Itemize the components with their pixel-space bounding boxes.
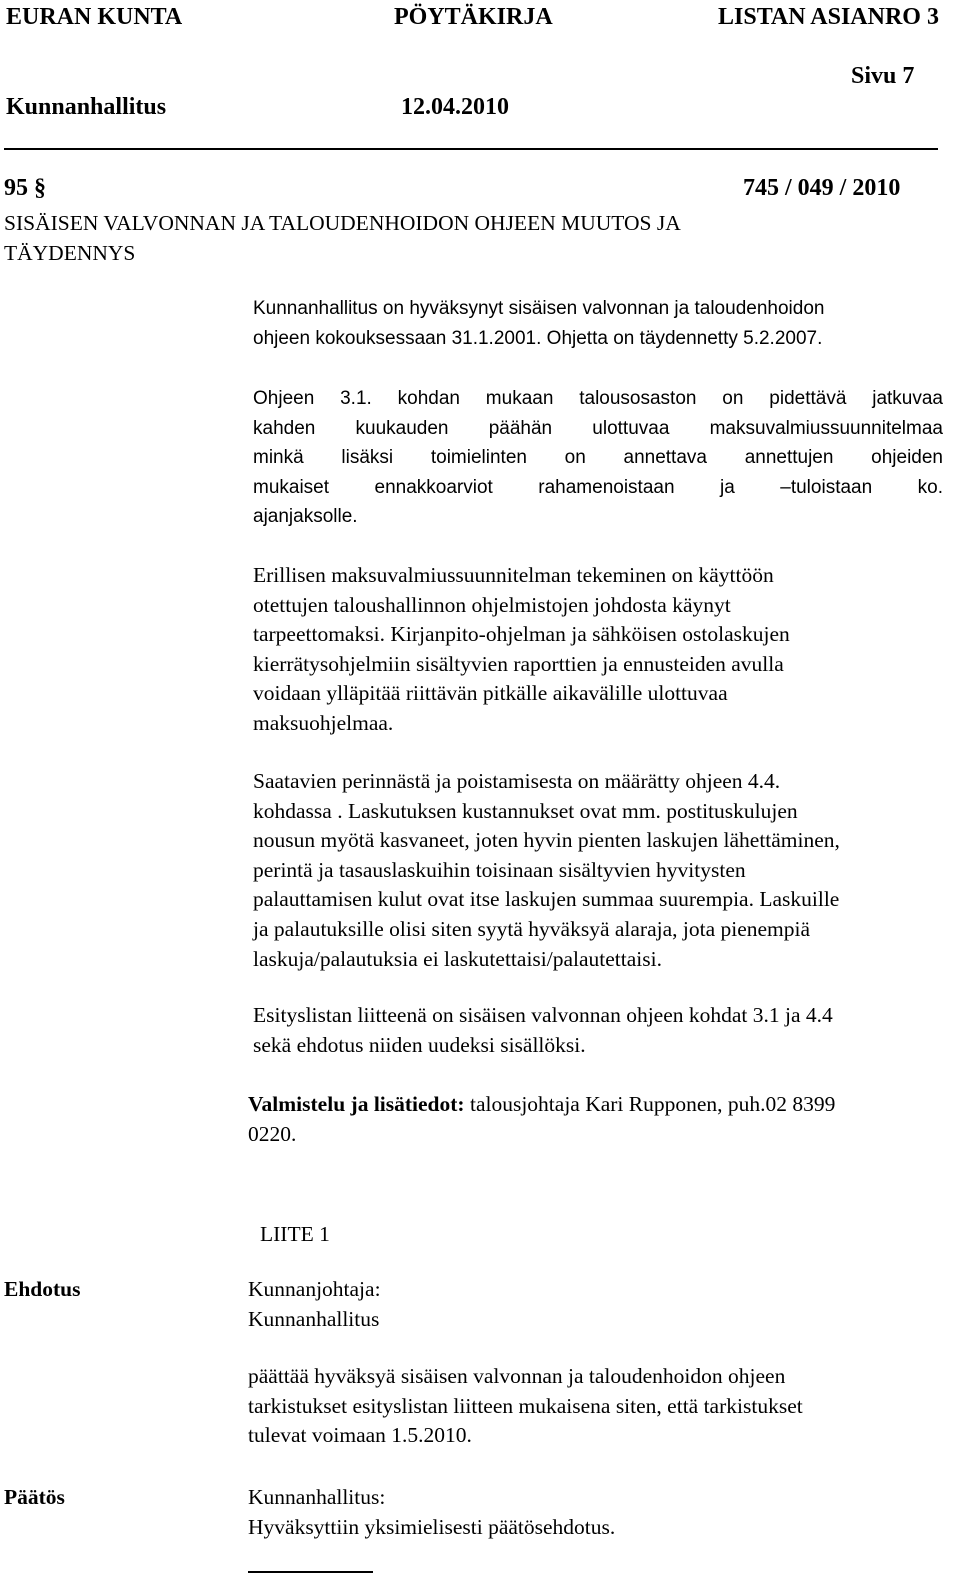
agenda-number: LISTAN ASIANRO 3 bbox=[718, 4, 939, 30]
text-line: ohjeen kokouksessaan 31.1.2001. Ohjetta on täydennetty 5.2.2007. bbox=[253, 327, 823, 349]
text-line: voidaan ylläpitää riittävän pitkälle aikavälille ulottuvaa bbox=[253, 681, 728, 706]
text-line: tarkistukset esityslistan liitteen mukaisena siten, että tarkistukset bbox=[248, 1393, 803, 1418]
text-line: perintä ja tasauslaskuihin toisinaan sisältyvien hyvitysten bbox=[253, 857, 746, 882]
text-line: minkä lisäksi toimielinten on annettava annettujen ohjeiden bbox=[253, 447, 943, 469]
paragraph-4 bbox=[253, 767, 840, 974]
preparation-phone-continued: 0220. bbox=[248, 1121, 297, 1146]
item-title-line-1: SISÄISEN VALVONNAN JA TALOUDENHOIDON OHJEEN MUUTOS JA bbox=[4, 211, 681, 235]
proposal-text bbox=[248, 1362, 803, 1451]
document-type: PÖYTÄKIRJA bbox=[394, 4, 553, 30]
text-line: tulevat voimaan 1.5.2010. bbox=[248, 1423, 472, 1448]
text-line: mukaiset ennakkoarviot rahamenoistaan ja –tuloistaan ko. bbox=[253, 476, 943, 498]
proposer: Kunnanjohtaja: bbox=[248, 1277, 381, 1301]
text-line: kohdassa . Laskutuksen kustannukset ovat mm. postituskulujen bbox=[253, 798, 798, 823]
text-line: ajanjaksolle. bbox=[253, 506, 358, 528]
text-line: Saatavien perinnästä ja poistamisesta on määrätty ohjeen 4.4. bbox=[253, 769, 781, 793]
text-line: tarpeettomaksi. Kirjanpito-ohjelman ja sähköisen ostolaskujen bbox=[253, 622, 790, 647]
text-line: Esityslistan liitteenä on sisäisen valvonnan ohjeen kohdat 3.1 ja 4.4 bbox=[253, 1003, 833, 1027]
meeting-body: Kunnanhallitus bbox=[6, 94, 167, 120]
text-line: sekä ehdotus niiden uudeksi sisällöksi. bbox=[253, 1032, 586, 1057]
text-line: Ohjeen 3.1. kohdan mukaan talousosaston on pidettävä jatkuvaa bbox=[253, 388, 943, 409]
section-number: 95 § bbox=[4, 175, 46, 201]
paragraph-3 bbox=[253, 561, 790, 739]
text-line: Erillisen maksuvalmiussuunnitelman tekeminen on käyttöön bbox=[253, 563, 774, 587]
decision-content bbox=[248, 1483, 615, 1542]
preparation-info bbox=[248, 1090, 835, 1149]
text-line: ja palautuksille olisi siten syytä hyväksyä alaraja, jota pienempiä bbox=[253, 916, 811, 941]
text-line: laskuja/palautuksia ei laskutettaisi/palautettaisi. bbox=[253, 946, 662, 971]
item-title-line-2: TÄYDENNYS bbox=[4, 241, 136, 265]
text-line: kierrätysohjelmiin sisältyvien raporttien ja ennusteiden avulla bbox=[253, 651, 784, 676]
meeting-date: 12.04.2010 bbox=[401, 94, 509, 120]
paragraph-2 bbox=[253, 384, 943, 532]
paragraph-5 bbox=[253, 1001, 833, 1060]
attachment-label: LIITE 1 bbox=[260, 1222, 330, 1246]
decision-body: Kunnanhallitus: bbox=[248, 1485, 386, 1509]
preparation-label: Valmistelu ja lisätiedot: bbox=[248, 1092, 465, 1116]
text-line: palauttamisen kulut ovat itse laskujen summaa suurempia. Laskuille bbox=[253, 887, 840, 912]
record-reference: 745 / 049 / 2010 bbox=[743, 175, 901, 201]
text-line: kahden kuukauden päähän ulottuvaa maksuvalmiussuunnitelmaa bbox=[253, 417, 943, 439]
proposal-role bbox=[248, 1275, 381, 1334]
text-line: maksuohjelmaa. bbox=[253, 710, 394, 735]
text-line: Kunnanhallitus on hyväksynyt sisäisen valvonnan ja taloudenhoidon bbox=[253, 298, 825, 319]
decision-label: Päätös bbox=[4, 1485, 65, 1509]
page-number: Sivu 7 bbox=[851, 63, 915, 89]
decision-text: Hyväksyttiin yksimielisesti päätösehdotus. bbox=[248, 1514, 616, 1539]
proposal-label: Ehdotus bbox=[4, 1277, 81, 1301]
paragraph-1 bbox=[253, 294, 824, 353]
signature-line bbox=[248, 1571, 373, 1573]
text-line: nousun myötä kasvaneet, joten hyvin pienten laskujen lähettäminen, bbox=[253, 828, 840, 853]
municipality-name: EURAN KUNTA bbox=[6, 4, 183, 30]
text-line: päättää hyväksyä sisäisen valvonnan ja taloudenhoidon ohjeen bbox=[248, 1364, 786, 1388]
header-divider bbox=[4, 148, 938, 150]
proposal-body: Kunnanhallitus bbox=[248, 1306, 380, 1331]
text-line: otettujen taloushallinnon ohjelmistojen johdosta käynyt bbox=[253, 592, 731, 617]
preparation-contact: talousjohtaja Kari Rupponen, puh.02 8399 bbox=[464, 1092, 836, 1116]
